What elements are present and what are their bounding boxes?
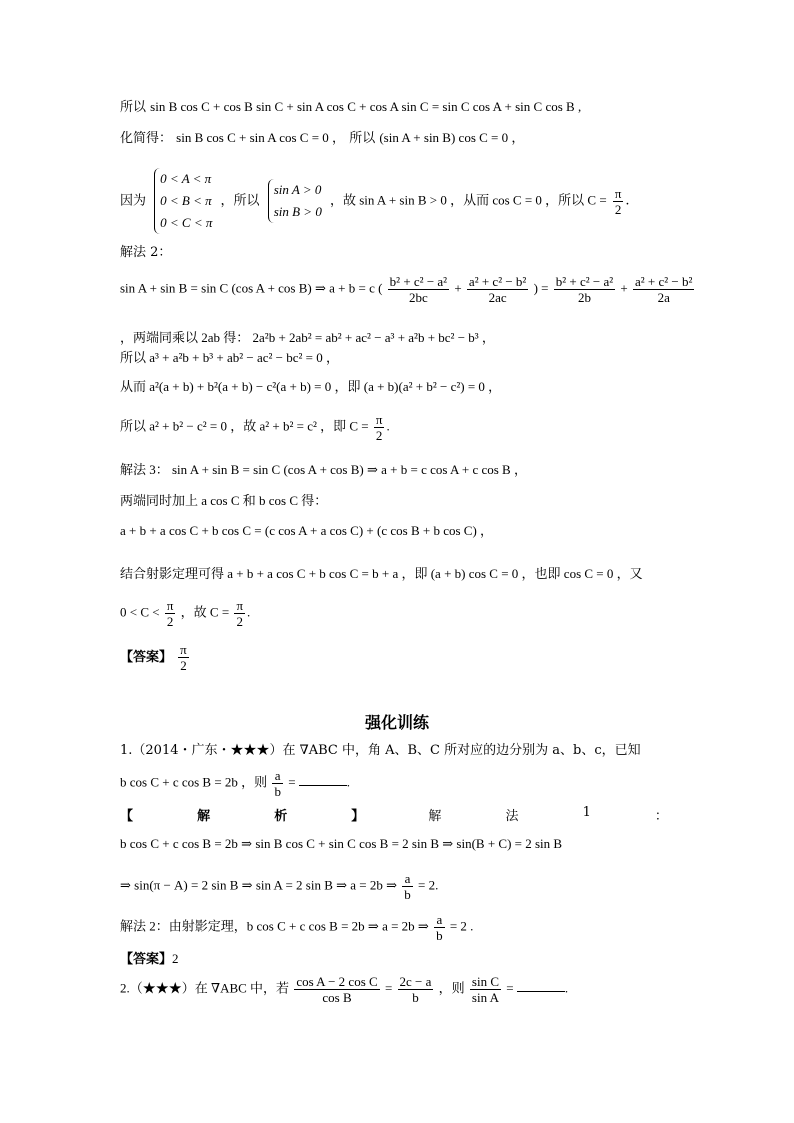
label-part: 法 xyxy=(505,809,519,824)
numerator: b² + c² − a² xyxy=(389,274,448,289)
answer-blank xyxy=(299,773,347,786)
text: 所以 xyxy=(349,131,376,146)
question-1-step-1: b cos C + c cos B = 2b ⇒ sin B cos C + sin C cos B = 2 sin B ⇒ sin(B + C) = 2 sin B xyxy=(120,836,563,851)
math: 解法 2：由射影定理，b cos C + c cos B = 2b ⇒ a = 2b ⇒ xyxy=(120,918,429,934)
text: ，所以 xyxy=(220,193,260,209)
math: ) = xyxy=(533,280,549,296)
question-1-line-2 xyxy=(120,768,350,799)
text: 所以 xyxy=(120,100,147,115)
denominator: 2bc xyxy=(408,290,428,305)
question-1-answer xyxy=(120,950,179,969)
math: 0 < C < xyxy=(120,604,160,620)
fraction xyxy=(402,871,413,902)
fraction xyxy=(467,274,528,305)
fraction xyxy=(374,412,385,443)
system-row: 0 < A < π xyxy=(160,171,212,186)
numerator: a xyxy=(402,871,413,887)
plus: + xyxy=(620,280,628,296)
denominator: 2a xyxy=(657,290,670,305)
method-2-line-2: ，两端同乘以 2ab 得： 2a²b + 2ab² = ab² + ac² − a³ + a²b + bc² − b³ ， xyxy=(120,330,495,345)
math: ⇒ sin(π − A) = 2 sin B ⇒ sin A = 2 sin B ⇒ a = 2b ⇒ xyxy=(120,877,398,893)
numerator: sin C xyxy=(471,974,500,989)
text: . xyxy=(247,604,251,620)
math: ，故 sin A + sin B > 0 ，从而 cos C = 0 ，所以 C = xyxy=(329,192,607,208)
text: . xyxy=(386,418,390,434)
method-3-line-4: 结合射影定理可得 a + b + a cos C + b cos C = b + a ，即 (a + b) cos C = 0 ，也即 cos C = 0 ，又 xyxy=(120,566,643,581)
method-2-line-3: 所以 a³ + a²b + b³ + ab² − ac² − bc² = 0 ， xyxy=(120,350,339,365)
denominator: cos B xyxy=(322,990,352,1005)
denominator: sin A xyxy=(471,990,500,1005)
numerator: a xyxy=(434,912,445,928)
solution-line-1 xyxy=(120,98,581,117)
section-heading: 强化训练 xyxy=(364,713,429,732)
math: sin B cos C + cos B sin C + sin A cos C + cos A sin C = sin C cos A + sin C cos B , xyxy=(150,99,582,114)
numerator: π xyxy=(180,642,187,657)
denominator: b xyxy=(436,928,443,943)
fraction xyxy=(294,974,379,1005)
inequality-system-sines xyxy=(268,179,322,223)
label-part: 【 xyxy=(120,809,134,824)
numerator: a xyxy=(272,768,283,784)
denominator: b xyxy=(404,887,411,902)
text: 因为 xyxy=(120,193,147,209)
fraction xyxy=(178,642,189,673)
solution-line-3 xyxy=(120,168,630,234)
fraction xyxy=(388,274,449,305)
answer-label: 【答案】 xyxy=(120,952,173,967)
numerator: a² + c² − b² xyxy=(635,274,693,289)
question-2 xyxy=(120,974,568,1005)
numerator: b² + c² − a² xyxy=(555,274,614,289)
math: b cos C + c cos B = 2b ，则 xyxy=(120,774,268,790)
denominator: 2 xyxy=(166,614,174,629)
method-2-line-4: 从而 a²(a + b) + b²(a + b) − c²(a + b) = 0 ，即 (a + b)(a² + b² − c²) = 0 ， xyxy=(120,379,502,394)
fraction xyxy=(165,598,176,629)
label-part: 1 xyxy=(582,805,591,820)
denominator: b xyxy=(412,990,419,1005)
inequality-system-angles xyxy=(154,168,212,234)
system-row: sin A > 0 xyxy=(273,182,322,197)
question-1-method-2 xyxy=(120,912,473,943)
text: ，则 xyxy=(438,980,465,996)
math: sin A + sin B = sin C (cos A + cos B) ⇒ a + b = c ( xyxy=(120,280,383,296)
math: 所以 a² + b² − c² = 0 ，故 a² + b² = c² ，即 C = xyxy=(120,418,369,434)
fraction xyxy=(434,912,445,943)
numerator: a² + c² − b² xyxy=(468,274,527,289)
denominator: b xyxy=(274,784,281,799)
numerator: π xyxy=(236,598,244,613)
text: 2.（★★★）在 ∇ABC 中，若 xyxy=(120,980,290,996)
math: = 2. xyxy=(418,877,439,893)
label-part: 解 xyxy=(197,809,211,824)
fraction xyxy=(234,598,245,629)
answer-blank xyxy=(517,979,565,992)
fraction xyxy=(272,768,283,799)
question-1-line-1: 1.（2014・广东・★★★）在 ∇ABC 中，角 A、B、C 所对应的边分别为 a、b、c，已知 xyxy=(120,743,641,758)
fraction xyxy=(470,974,501,1005)
method-3-line-3: a + b + a cos C + b cos C = (c cos A + a cos C) + (c cos B + b cos C) ， xyxy=(120,523,494,538)
method-2-label: 解法 2： xyxy=(120,245,172,260)
method-2-line-5 xyxy=(120,412,390,443)
text: . xyxy=(625,193,630,209)
label-part: 析 xyxy=(274,809,288,824)
numerator: π xyxy=(375,412,383,427)
math: (sin A + sin B) cos C = 0 ， xyxy=(379,130,525,145)
fraction xyxy=(633,274,694,305)
method-2-equation xyxy=(120,274,696,305)
numerator: π xyxy=(166,598,174,613)
math: = xyxy=(288,774,296,790)
system-row: 0 < C < π xyxy=(160,215,213,230)
denominator: 2b xyxy=(577,290,591,305)
fraction xyxy=(554,274,615,305)
text: . xyxy=(346,774,351,790)
math: = xyxy=(506,980,514,996)
numerator: π xyxy=(614,185,622,201)
numerator: cos A − 2 cos C xyxy=(296,974,378,989)
method-3-line-1: 解法 3： sin A + sin B = sin C (cos A + cos B) ⇒ a + b = c cos A + c cos B ， xyxy=(120,462,527,477)
fraction xyxy=(613,186,624,217)
denominator: 2 xyxy=(614,201,622,217)
question-1-solution-label xyxy=(120,805,668,824)
answer-label: 【答案】 xyxy=(120,650,173,665)
fraction xyxy=(398,974,434,1005)
text: 化简得： xyxy=(120,131,173,146)
label-part: 】 xyxy=(351,809,365,824)
system-row: 0 < B < π xyxy=(160,193,212,208)
denominator: 2 xyxy=(375,428,383,443)
system-row: sin B > 0 xyxy=(273,204,322,219)
answer-value: 2 xyxy=(172,951,179,966)
denominator: 2ac xyxy=(488,290,507,305)
method-3-line-5 xyxy=(120,598,250,629)
method-3-line-2: 两端同时加上 a cos C 和 b cos C 得： xyxy=(120,493,328,508)
label-part: ： xyxy=(654,809,668,824)
plus: + xyxy=(454,280,462,296)
numerator: 2c − a xyxy=(399,974,432,989)
solution-line-2 xyxy=(120,129,524,148)
math: ，故 C = xyxy=(180,604,230,620)
denominator: 2 xyxy=(236,614,243,629)
math: sin B cos C + sin A cos C = 0 ， xyxy=(176,130,346,145)
denominator: 2 xyxy=(180,658,187,673)
label-part: 解 xyxy=(428,809,442,824)
answer-line xyxy=(120,642,191,673)
math: = 2 . xyxy=(449,918,474,934)
text: . xyxy=(564,980,569,996)
math: = xyxy=(384,980,393,996)
question-1-step-2 xyxy=(120,871,438,902)
